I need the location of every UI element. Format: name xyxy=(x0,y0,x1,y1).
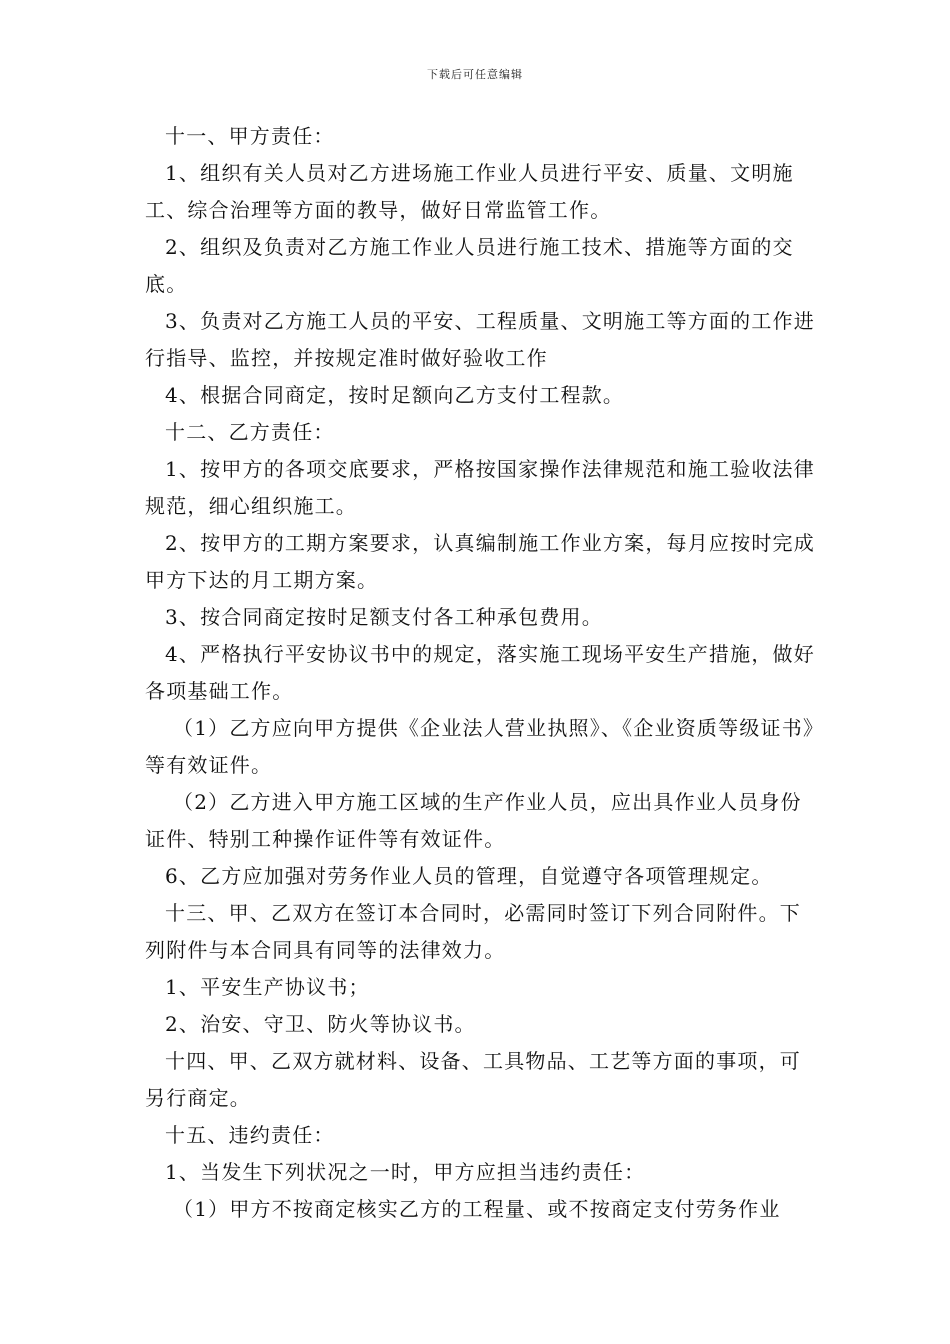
clause-paragraph: 2、治安、守卫、防火等协议书。 xyxy=(165,1012,476,1036)
section-heading: 十三、甲、乙双方在签订本合同时，必需同时签订下列合同附件。下列附件与本合同具有同等的法律效力。 xyxy=(145,901,801,962)
clause-paragraph: 4、严格执行平安协议书中的规定，落实施工现场平安生产措施，做好各项基础工作。 xyxy=(145,642,815,703)
section-heading: 十二、乙方责任： xyxy=(165,420,335,444)
clause-paragraph: 1、平安生产协议书； xyxy=(165,975,370,999)
clause-paragraph: 2、组织及负责对乙方施工作业人员进行施工技术、措施等方面的交底。 xyxy=(145,235,794,296)
clause-paragraph: 3、按合同商定按时足额支付各工种承包费用。 xyxy=(165,605,603,629)
clause-paragraph: 3、负责对乙方施工人员的平安、工程质量、文明施工等方面的工作进行指导、监控，并按规定准时做好验收工作 xyxy=(145,309,815,370)
clause-paragraph: 2、按甲方的工期方案要求，认真编制施工作业方案，每月应按时完成甲方下达的月工期方案。 xyxy=(145,531,815,592)
sub-clause: （2）乙方进入甲方施工区域的生产作业人员，应出具作业人员身份证件、特别工种操作证件等有效证件。 xyxy=(145,790,802,851)
section-heading: 十五、违约责任： xyxy=(165,1123,335,1147)
document-body xyxy=(145,118,815,1228)
sub-clause: （1）乙方应向甲方提供《企业法人营业执照》、《企业资质等级证书》等有效证件。 xyxy=(145,716,815,777)
page-header: 下载后可任意编辑 xyxy=(427,68,523,81)
clause-paragraph: 1、当发生下列状况之一时，甲方应担当违约责任： xyxy=(165,1160,646,1184)
clause-paragraph: 4、根据合同商定，按时足额向乙方支付工程款。 xyxy=(165,383,625,407)
clause-paragraph: 1、按甲方的各项交底要求，严格按国家操作法律规范和施工验收法律规范，细心组织施工。 xyxy=(145,457,815,518)
clause-paragraph: 1、组织有关人员对乙方进场施工作业人员进行平安、质量、文明施工、综合治理等方面的教导，做好日常监管工作。 xyxy=(145,161,794,222)
clause-paragraph: 6、乙方应加强对劳务作业人员的管理，自觉遵守各项管理规定。 xyxy=(165,864,773,888)
sub-clause: （1）甲方不按商定核实乙方的工程量、或不按商定支付劳务作业 xyxy=(173,1197,781,1221)
section-heading: 十四、甲、乙双方就材料、设备、工具物品、工艺等方面的事项，可另行商定。 xyxy=(145,1049,801,1110)
section-heading: 十一、甲方责任： xyxy=(165,124,335,148)
